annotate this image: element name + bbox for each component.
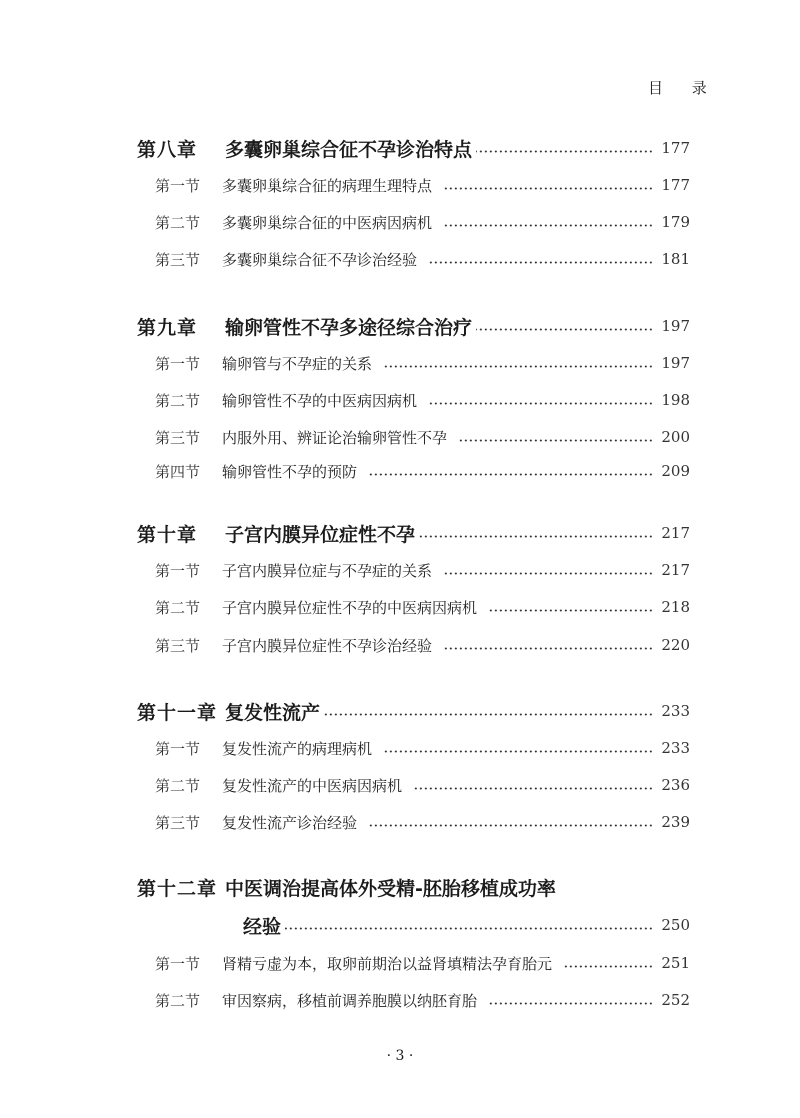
entry-number: 第八章 (137, 138, 198, 161)
entry-title: 多囊卵巢综合征不孕诊治经验 (222, 250, 418, 269)
dot-leader (442, 647, 653, 650)
toc-chapter-entry (137, 698, 690, 724)
entry-page: 217 (661, 524, 690, 542)
entry-title: 多囊卵巢综合征不孕诊治特点 (225, 138, 473, 161)
entry-title: 肾精亏虚为本，取卵前期治以益肾填精法孕育胎元 (222, 954, 553, 973)
entry-title: 子宫内膜异位症性不孕诊治经验 (222, 636, 433, 655)
dot-leader (285, 927, 653, 930)
toc-section-entry (155, 772, 690, 798)
entry-number: 第三节 (155, 428, 201, 447)
toc-section-entry (155, 246, 690, 272)
toc-section-entry (155, 594, 690, 620)
toc-section-entry (155, 557, 690, 583)
entry-number: 第二节 (155, 991, 201, 1010)
entry-number: 第二节 (155, 213, 201, 232)
entry-number: 第二节 (155, 776, 201, 795)
entry-page: 177 (661, 139, 690, 157)
dot-leader (382, 365, 653, 368)
entry-number: 第四节 (155, 462, 201, 481)
entry-number: 第三节 (155, 250, 201, 269)
entry-title: 输卵管性不孕的预防 (222, 462, 358, 481)
entry-title: 多囊卵巢综合征的病理生理特点 (222, 176, 433, 195)
dot-leader (442, 224, 653, 227)
entry-title: 中医调治提高体外受精-胚胎移植成功率 (225, 877, 556, 900)
entry-number: 第一节 (155, 354, 201, 373)
entry-title: 内服外用、辨证论治输卵管性不孕 (222, 428, 448, 447)
entry-number: 第一节 (155, 176, 201, 195)
entry-page: 220 (661, 636, 690, 654)
toc-section-entry (155, 172, 690, 198)
entry-title: 多囊卵巢综合征的中医病因病机 (222, 213, 433, 232)
entry-number: 第一节 (155, 561, 201, 580)
toc-chapter-entry (137, 135, 690, 161)
entry-page: 179 (661, 213, 690, 231)
toc-section-entry (155, 987, 690, 1013)
entry-number: 第一节 (155, 954, 201, 973)
entry-number: 第二节 (155, 391, 201, 410)
entry-page: 250 (661, 916, 690, 934)
entry-title: 输卵管性不孕的中医病因病机 (222, 391, 418, 410)
entry-page: 236 (661, 776, 690, 794)
dot-leader (419, 535, 653, 538)
toc-section-entry (155, 735, 690, 761)
dot-leader (324, 713, 653, 716)
entry-number: 第二节 (155, 598, 201, 617)
entry-title: 输卵管与不孕症的关系 (222, 354, 373, 373)
entry-number: 第三节 (155, 636, 201, 655)
entry-title: 子宫内膜异位症性不孕的中医病因病机 (222, 598, 478, 617)
dot-leader (487, 1002, 653, 1005)
dot-leader (487, 609, 653, 612)
entry-page: 197 (661, 354, 690, 372)
entry-title: 复发性流产 (225, 701, 321, 724)
dot-leader (382, 750, 653, 753)
dot-leader (427, 261, 653, 264)
entry-number: 第十章 (137, 523, 198, 546)
page-number: · 3 · (386, 1048, 414, 1064)
dot-leader (427, 402, 653, 405)
entry-number: 第九章 (137, 316, 198, 339)
entry-page: 198 (661, 391, 690, 409)
entry-title: 子宫内膜异位症与不孕症的关系 (222, 561, 433, 580)
toc-section-entry (155, 387, 690, 413)
entry-title: 输卵管性不孕多途径综合治疗 (225, 316, 473, 339)
dot-leader (457, 439, 653, 442)
entry-title: 子宫内膜异位症性不孕 (225, 523, 416, 546)
entry-page: 233 (661, 739, 690, 757)
entry-page: 239 (661, 813, 690, 831)
dot-leader (476, 328, 653, 331)
entry-page: 233 (661, 702, 690, 720)
entry-title: 经验 (243, 915, 282, 938)
entry-title: 复发性流产的病理病机 (222, 739, 373, 758)
entry-page: 197 (661, 317, 690, 335)
dot-leader (476, 150, 653, 153)
toc-section-entry (155, 424, 690, 450)
entry-title: 复发性流产的中医病因病机 (222, 776, 403, 795)
toc-chapter-entry (137, 912, 690, 938)
toc-section-entry (155, 458, 690, 484)
entry-page: 218 (661, 598, 690, 616)
entry-title: 复发性流产诊治经验 (222, 813, 358, 832)
entry-page: 181 (661, 250, 690, 268)
entry-page: 217 (661, 561, 690, 579)
entry-number: 第十一章 (137, 701, 218, 724)
dot-leader (412, 787, 653, 790)
entry-page: 177 (661, 176, 690, 194)
page-header-title: 目 录 (648, 79, 719, 97)
entry-page: 251 (661, 954, 690, 972)
toc-chapter-entry (137, 874, 690, 900)
entry-number: 第十二章 (137, 877, 218, 900)
dot-leader (367, 473, 653, 476)
entry-title: 审因察病，移植前调养胞膜以纳胚育胎 (222, 991, 478, 1010)
toc-chapter-entry (137, 520, 690, 546)
toc-chapter-entry (137, 313, 690, 339)
dot-leader (562, 965, 653, 968)
entry-page: 209 (661, 462, 690, 480)
entry-number: 第三节 (155, 813, 201, 832)
toc-section-entry (155, 350, 690, 376)
entry-number: 第一节 (155, 739, 201, 758)
toc-section-entry (155, 809, 690, 835)
dot-leader (367, 824, 653, 827)
dot-leader (442, 187, 653, 190)
entry-page: 200 (661, 428, 690, 446)
toc-section-entry (155, 632, 690, 658)
toc-section-entry (155, 209, 690, 235)
dot-leader (442, 572, 653, 575)
toc-section-entry (155, 950, 690, 976)
entry-page: 252 (661, 991, 690, 1009)
